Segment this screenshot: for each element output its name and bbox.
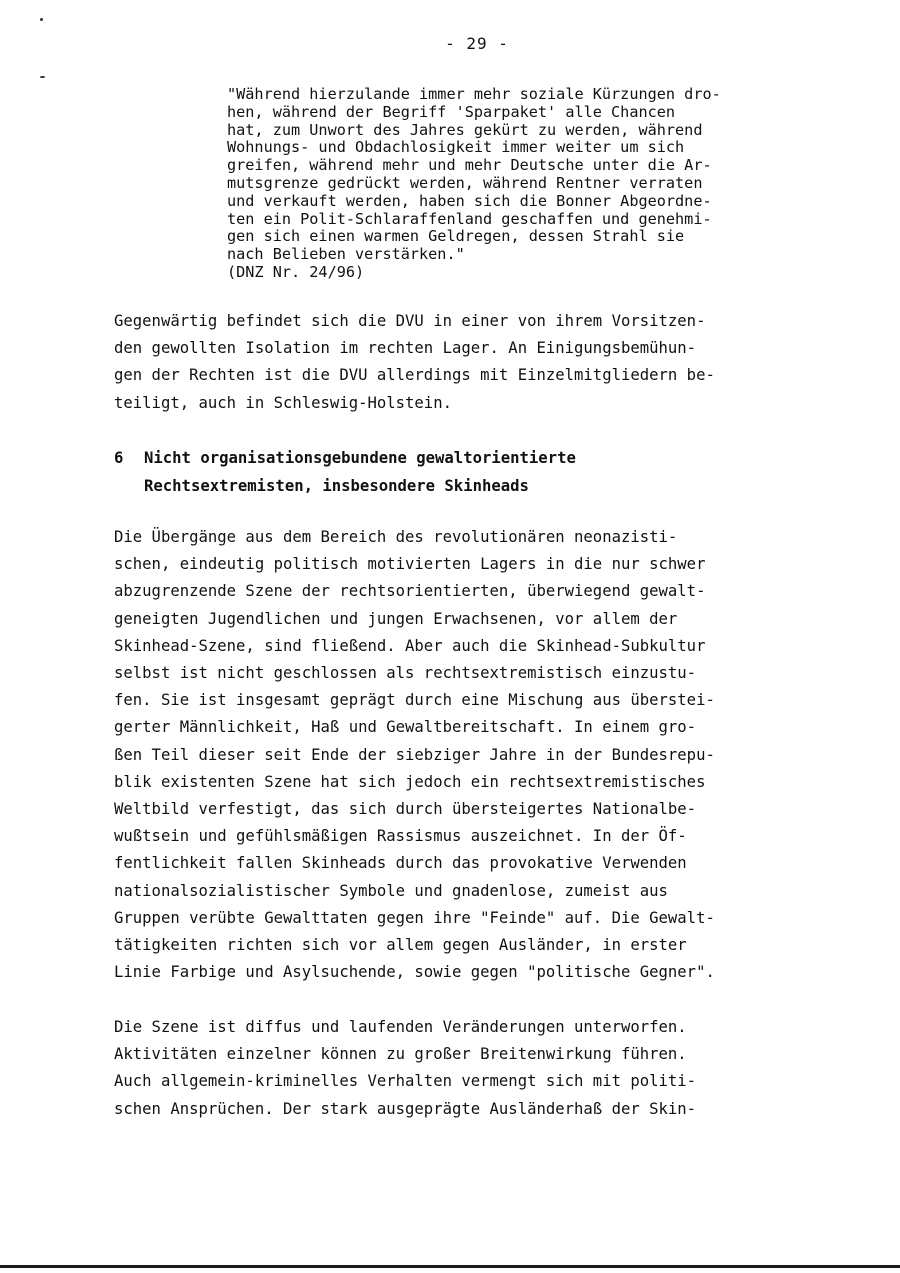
text-line: teiligt, auch in Schleswig-Holstein. [114,393,452,412]
text-line: fen. Sie ist insgesamt geprägt durch eine Mischung aus überstei- [114,691,715,710]
text-line: selbst ist nicht geschlossen als rechtsextremistisch einzustu- [114,664,697,683]
text-line: Die Übergänge aus dem Bereich des revolutionären neonazisti- [114,528,678,546]
text-line: geneigten Jugendlichen und jungen Erwachsenen, vor allem der [114,609,678,628]
scan-speck [40,18,43,21]
quote-line: mutsgrenze gedrückt werden, während Rentner verraten [227,173,703,192]
paragraph-diffuse-scene [114,1014,874,1123]
text-line: wußtsein und gefühlsmäßigen Rassismus auszeichnet. In der Öf- [114,827,687,846]
section-heading [114,444,874,500]
quote-line: Wohnungs- und Obdachlosigkeit immer weiter um sich [227,138,685,157]
quote-line: hat, zum Unwort des Jahres gekürt zu werden, während [227,120,703,139]
quote-line: gen sich einen warmen Geldregen, dessen Strahl sie [227,227,685,246]
section-title-line-2: Rechtsextremisten, insbesondere Skinheads [144,477,529,495]
quote-source: (DNZ Nr. 24/96) [227,262,365,281]
text-line: Aktivitäten einzelner können zu großer Breitenwirkung führen. [114,1045,687,1064]
text-line: tätigkeiten richten sich vor allem gegen Ausländer, in erster [114,936,687,955]
text-line: fentlichkeit fallen Skinheads durch das provokative Verwenden [114,854,687,873]
section-title-line-1: Nicht organisationsgebundene gewaltorientierte [144,449,576,467]
quote-line: hen, während der Begriff 'Sparpaket' alle Chancen [227,102,676,121]
page-number: - 29 - [445,34,509,53]
text-line: den gewollten Isolation im rechten Lager. An Einigungsbemühun- [114,339,697,358]
paragraph-skinhead-scene [114,524,874,986]
paragraph-dvu-isolation [114,308,874,417]
text-line: Skinhead-Szene, sind fließend. Aber auch die Skinhead-Subkultur [114,636,706,655]
text-line: Auch allgemein-kriminelles Verhalten vermengt sich mit politi- [114,1072,697,1091]
section-number: 6 [114,449,124,467]
text-line: ßen Teil dieser seit Ende der siebziger Jahre in der Bundesrepu- [114,745,715,764]
quote-line: ten ein Polit-Schlaraffenland geschaffen und genehmi- [227,209,712,228]
text-line: Gegenwärtig befindet sich die DVU in einer von ihrem Vorsitzen- [114,312,706,330]
quote-line: nach Belieben verstärken." [227,245,465,264]
block-quote [227,86,847,282]
quote-line: und verkauft werden, haben sich die Bonner Abgeordne- [227,191,712,210]
text-line: Linie Farbige und Asylsuchende, sowie gegen "politische Gegner". [114,963,715,982]
text-line: Die Szene ist diffus und laufenden Veränderungen unterworfen. [114,1018,687,1036]
quote-line: greifen, während mehr und mehr Deutsche unter die Ar- [227,156,712,175]
text-line: Gruppen verübte Gewalttaten gegen ihre "Feinde" auf. Die Gewalt- [114,908,715,927]
text-line: abzugrenzende Szene der rechtsorientierten, überwiegend gewalt- [114,582,706,601]
text-line: gerter Männlichkeit, Haß und Gewaltbereitschaft. In einem gro- [114,718,697,737]
quote-line: "Während hierzulande immer mehr soziale Kürzungen dro- [227,85,721,103]
text-line: schen, eindeutig politisch motivierten Lagers in die nur schwer [114,555,706,574]
scan-speck [40,76,45,78]
text-line: schen Ansprüchen. Der stark ausgeprägte Ausländerhaß der Skin- [114,1099,697,1118]
text-line: blik existenten Szene hat sich jedoch ein rechtsextremistisches [114,772,706,791]
text-line: Weltbild verfestigt, das sich durch übersteigertes Nationalbe- [114,800,697,819]
page-bottom-edge [0,1265,900,1268]
text-line: nationalsozialistischer Symbole und gnadenlose, zumeist aus [114,881,668,900]
text-line: gen der Rechten ist die DVU allerdings mit Einzelmitgliedern be- [114,366,715,385]
